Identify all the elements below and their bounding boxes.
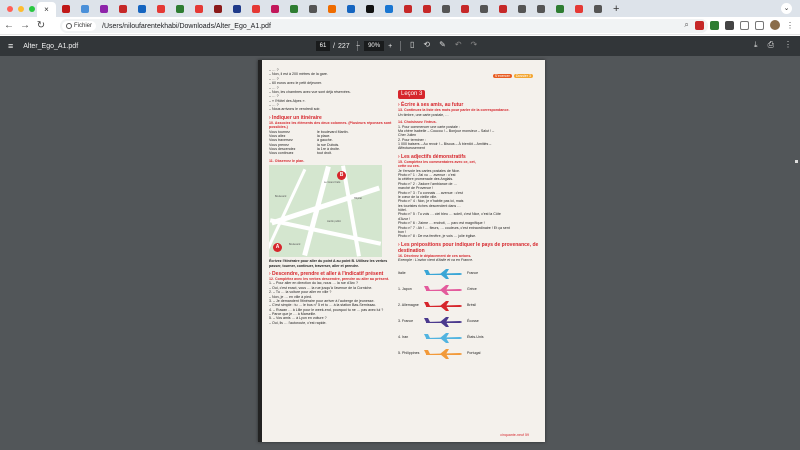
close-window-button[interactable] [7, 6, 13, 12]
exercise-13-line: Un timbre, une carte postale, … [398, 112, 449, 117]
tab-list [56, 2, 607, 15]
browser-tab[interactable] [493, 2, 512, 15]
exercise-15-title: 15. Complétez les commentaires avec ce, cet, cette ou ces. [398, 159, 476, 169]
exercise-line: Photo n° 5 : Tu vois … ciel bleu … soleil, c'est Nice, c'est la Côte [398, 212, 501, 217]
zoom-in-button[interactable]: + [388, 42, 393, 50]
new-tab-button[interactable]: + [613, 2, 620, 15]
extension-icon[interactable] [710, 21, 719, 30]
more-options-icon[interactable]: ⋮ [784, 40, 792, 49]
pdf-filename: Alter_Ego_A1.pdf [23, 42, 79, 50]
association-cell: Vous allez [269, 133, 286, 138]
url-text[interactable]: /Users/niloufarentekhabi/Downloads/Alter_Ego_A1.pdf [102, 22, 271, 30]
dialogue-line: – « l'Hôtel des Alpes ». [269, 98, 306, 103]
dialogue-line: – … ? [269, 76, 279, 81]
tab-favicon-icon [480, 5, 488, 13]
map-label: Boulevard [289, 243, 301, 247]
tab-favicon-icon [290, 5, 298, 13]
side-panel-icon[interactable] [755, 21, 764, 30]
pdf-actions [754, 40, 792, 50]
airplane-icon [424, 317, 464, 327]
dialogue-lines [269, 68, 393, 112]
exercise-line: Photo n° 4 : Non, je n'habite pas ici, mais [398, 199, 464, 204]
download-icon[interactable] [740, 21, 749, 30]
association-cell: Vous prenez [269, 142, 289, 147]
tab-favicon-icon [594, 5, 602, 13]
exercise-line: Photo n° 6 : J'aime … endroit, … parc est magnifique ! [398, 221, 485, 226]
exercise-line: – C'est simple : tu … le bus n° 5 et tu … à la station Bas-Sernissac. [269, 303, 377, 308]
browser-tab[interactable] [189, 2, 208, 15]
association-table [269, 130, 393, 156]
browser-tab[interactable] [75, 2, 94, 15]
tab-favicon-icon [81, 5, 89, 13]
heading-descendre: › Descendre, prendre et aller à l'indicatif présent [269, 270, 384, 277]
association-cell: Vous tournez [269, 129, 290, 134]
exercise-12-title: 12. Complétez avec les verbes descendre, prendre ou aller au présent. [269, 277, 390, 282]
plane-destination: Brésil [467, 303, 476, 308]
exercise-line: 3. – Je demandent l'itinéraire pour arriver à l'auberge de jeunesse. [269, 298, 375, 303]
browser-tab[interactable] [170, 2, 189, 15]
plane-row [398, 314, 540, 330]
zoom-out-button[interactable]: − [356, 42, 361, 50]
browser-tab[interactable] [132, 2, 151, 15]
tab-favicon-icon [442, 5, 450, 13]
browser-tab[interactable] [512, 2, 531, 15]
window-controls [7, 6, 37, 12]
dialogue-line: – Non, il est à 200 mètres de la gare. [269, 72, 328, 77]
browser-tab[interactable] [322, 2, 341, 15]
exercise-line: Je t'envoie les cartes postales de Nice. [398, 168, 461, 173]
tab-favicon-icon [100, 5, 108, 13]
tab-favicon-icon [347, 5, 355, 13]
total-pages: 227 [337, 42, 350, 50]
pdf-page [258, 60, 545, 442]
association-cell: Vous descendez [269, 147, 296, 152]
tab-favicon-icon [271, 5, 279, 13]
plane-origin: 4. Iran [398, 335, 409, 340]
page-selector [316, 41, 362, 51]
exercise-line: hôtel. [398, 208, 407, 212]
rotate-icon[interactable]: ⟲ [423, 40, 431, 49]
tab-favicon-icon [556, 5, 564, 13]
browser-toolbar [0, 17, 800, 35]
close-tab-icon[interactable]: × [44, 5, 49, 14]
browser-tab[interactable] [56, 2, 75, 15]
exercise-line: Photo n° 7 : Ah ! … fleurs, … couleurs, c'est extraordinaire ! Et ça sent [398, 225, 510, 230]
dialogue-line: – … ? [269, 85, 279, 90]
pdf-viewer [0, 36, 800, 450]
plane-origin: 2. Allemagne [398, 303, 419, 308]
plane-row [398, 330, 540, 346]
map-road [341, 166, 361, 257]
map-marker-b: B [337, 171, 346, 180]
plane-row [398, 346, 540, 362]
browser-tab[interactable] [417, 2, 436, 15]
map-marker-a: A [273, 243, 282, 252]
plane-origin: 5. Philippines [398, 351, 420, 356]
print-icon[interactable]: ⎙ [767, 40, 774, 49]
browser-tab[interactable] [265, 2, 284, 15]
browser-tab[interactable] [436, 2, 455, 15]
exercise-11-title: 11. Observez le plan. [269, 158, 305, 163]
tab-search-button[interactable]: ⌄ [781, 3, 792, 14]
exercise-line: – Oui, ils … l'autoroute, c'est rapide. [269, 320, 327, 325]
browser-tab[interactable] [303, 2, 322, 15]
tab-favicon-icon [328, 5, 336, 13]
tab-favicon-icon [385, 5, 393, 13]
exercise-line: Photo n° 3 : Tu connais … avenue : c'est [398, 190, 463, 195]
tab-favicon-icon [518, 5, 526, 13]
exercise-line: 1. Pour commencer une carte postale : [398, 124, 460, 129]
exercise-line: – Parce que je … à Marseille. [269, 312, 317, 317]
tab-favicon-icon [119, 5, 127, 13]
street-map [269, 165, 382, 257]
fit-page-icon[interactable]: ▯ [410, 40, 415, 49]
tab-favicon-icon [214, 5, 222, 13]
tab-favicon-icon [423, 5, 431, 13]
browser-tab[interactable] [246, 2, 265, 15]
page-number-footer: cinquante-neuf 59 [500, 432, 529, 437]
heading-adjectifs: › Les adjectifs démonstratifs [398, 153, 466, 160]
tab-favicon-icon [195, 5, 203, 13]
profile-avatar[interactable] [770, 20, 780, 30]
toolbar-right [695, 20, 794, 30]
tab-favicon-icon [176, 5, 184, 13]
exercise-14-lines [398, 125, 540, 151]
association-cell: Vous traversez [269, 138, 293, 143]
browser-tab[interactable] [398, 2, 417, 15]
info-icon [66, 23, 72, 29]
exercise-line: d'Azur ! [398, 216, 411, 221]
pdf-tools [410, 40, 477, 49]
association-cell: la place. [317, 133, 331, 138]
airplane-icon [424, 333, 464, 343]
tab-favicon-icon [404, 5, 412, 13]
divider [400, 41, 401, 51]
tab-favicon-icon [461, 5, 469, 13]
tab-favicon-icon [499, 5, 507, 13]
exercise-16-example: Exemple : L'avion vient d'Italie et va en France. [398, 258, 474, 263]
exercise-14-title: 14. Choisissez l'intrus. [398, 120, 437, 125]
dialogue-line: – … ? [269, 103, 279, 107]
lesson-badge: Leçon 3 [398, 90, 425, 99]
exercise-line: Cher Julien [398, 133, 417, 138]
association-cell: la rue Dubois. [317, 142, 340, 147]
browser-tab[interactable] [379, 2, 398, 15]
browser-tab[interactable] [455, 2, 474, 15]
browser-tab[interactable] [531, 2, 550, 15]
browser-tab[interactable] [208, 2, 227, 15]
plane-origin: 3. France [398, 319, 414, 324]
page-number-input[interactable]: 61 [316, 41, 330, 51]
map-label: Le Grand Café [324, 181, 341, 185]
extensions-puzzle-icon[interactable] [725, 21, 734, 30]
heading-prepositions: › Les prépositions pour indiquer le pays de provenance, de destination [398, 241, 539, 254]
zoom-controls [356, 41, 405, 51]
plane-row [398, 298, 540, 314]
plane-origin: Italie [398, 271, 406, 276]
undo-icon[interactable]: ↶ [454, 40, 462, 49]
extension-icon[interactable] [695, 21, 704, 30]
section-badge: S'exercer [494, 74, 510, 78]
redo-icon[interactable]: ↷ [470, 40, 478, 49]
exercise-line: Photo n° 8 : De ma fenêtre, je vois … jolie église. [398, 234, 477, 239]
address-bar[interactable] [60, 19, 708, 33]
map-label: Jardin public [327, 220, 342, 224]
browser-tab[interactable] [113, 2, 132, 15]
exercise-line: les touristes riches descendent dans … [398, 203, 461, 208]
browser-tab[interactable] [569, 2, 588, 15]
tab-favicon-icon [62, 5, 70, 13]
association-cell: tout droit. [317, 151, 332, 156]
tab-strip [0, 0, 800, 17]
download-icon[interactable]: ⤓ [754, 40, 758, 49]
tab-favicon-icon [575, 5, 583, 13]
left-column [269, 68, 393, 325]
browser-tab[interactable] [151, 2, 170, 15]
dialogue-line: – … ? [269, 94, 279, 99]
back-icon[interactable]: ← [4, 20, 14, 31]
exercise-16-title: 16. Décrivez le déplacement de ces avions. [398, 253, 472, 258]
dossier-badge: Dossier 3 [515, 74, 531, 78]
dialogue-line: – Non, les chambres avec vue sont déjà réservées. [269, 89, 351, 94]
tab-favicon-icon [309, 5, 317, 13]
pdf-toolbar [0, 36, 800, 56]
exercise-line: – Non, je … en ville à pied. [269, 294, 312, 299]
scrollbar-thumb[interactable] [795, 160, 798, 163]
tab-active[interactable] [37, 2, 56, 17]
map-road [270, 219, 381, 246]
sidebar-menu-icon[interactable]: ≡ [8, 41, 14, 51]
browser-tab[interactable] [360, 2, 379, 15]
association-cell: à gauche. [317, 138, 333, 143]
reload-icon[interactable]: ↻ [36, 20, 46, 31]
tab-favicon-icon [252, 5, 260, 13]
tab-favicon-icon [138, 5, 146, 13]
map-label: Boulevard [275, 195, 287, 199]
plane-destination: États-Unis [467, 335, 484, 340]
site-info-label: Fichier [74, 23, 93, 29]
exercise-13-title: 13. Continuez la liste des mots pour parler de la correspondance. [398, 108, 510, 113]
association-cell: le boulevard Martin. [317, 129, 349, 134]
tab-favicon-icon [233, 5, 241, 13]
heading-itineraire: › Indiquer un itinéraire [269, 114, 322, 121]
minimize-window-button[interactable] [18, 6, 24, 12]
exercise-15-lines [398, 169, 540, 239]
airplane-icon [424, 269, 464, 279]
exercise-line: 1 000 baisers – Au revoir ! – Bisous – À bientôt – Amitiés – [398, 142, 492, 147]
annotate-icon[interactable]: ✎ [439, 40, 446, 49]
exercise-line: 5. – Vos amis … à Lyon en voiture ? [269, 316, 327, 321]
airplane-icon [424, 285, 464, 295]
exercise-line: Ma chère Isabelle – Coucou ! – Bonjour monsieur – Salut ! – [398, 128, 495, 133]
heading-ecrire: › Écrire à ses amis, au futur [398, 102, 464, 109]
plane-row [398, 266, 540, 282]
plane-destination: Écosse [467, 319, 479, 324]
browser-menu-icon[interactable]: ⋮ [786, 20, 794, 30]
association-cell: Vous continuez [269, 151, 294, 156]
exercise-line: marché de Provence ! [398, 186, 434, 191]
page-binding-edge [258, 60, 262, 442]
exercise-line: bon ! [398, 229, 406, 234]
plane-origin: 1. Japon [398, 287, 412, 292]
exercise-line: Photo n° 2 : J'adore l'ambiance de … [398, 181, 458, 186]
exercise-line: 1. – Pour aller en direction du lac, nous … la rue d'Arc ? [269, 281, 358, 286]
browser-tab[interactable] [588, 2, 607, 15]
tab-favicon-icon [537, 5, 545, 13]
right-column [398, 68, 540, 362]
dialogue-line: – 60 euros avec le petit déjeuner. [269, 81, 322, 86]
page-separator: / [333, 42, 335, 50]
association-cell: la 1re à droite. [317, 147, 340, 152]
browser-tab[interactable] [94, 2, 113, 15]
plane-row [398, 282, 540, 298]
exercise-line: le cœur de la vieille ville. [398, 194, 438, 199]
browser-tab[interactable] [474, 2, 493, 15]
browser-tab[interactable] [284, 2, 303, 15]
browser-tab[interactable] [550, 2, 569, 15]
tab-favicon-icon [366, 5, 374, 13]
exercise-line: 4. – Ruwan … à Lille pour le week-end, pourquoi tu ne … pas avec lui ? [269, 307, 384, 312]
plane-list [398, 266, 540, 362]
plane-destination: Grèce [467, 287, 477, 292]
tab-favicon-icon [157, 5, 165, 13]
plane-destination: France [467, 271, 479, 276]
airplane-icon [424, 301, 464, 311]
map-label: Hôpital [354, 197, 362, 201]
exercise-line: Affectueusement [398, 146, 425, 151]
airplane-icon [424, 349, 464, 359]
forward-icon[interactable]: → [20, 20, 30, 31]
browser-tab[interactable] [227, 2, 246, 15]
exercise-11-text: Écrivez l'itinéraire pour aller du point A au point B. Utilisez les verbes passer, tourner, continuer, traverser, aller et prendre. [269, 259, 388, 268]
dialogue-line: – Nous arrivons le vendredi soir. [269, 107, 321, 112]
zoom-window-button[interactable] [29, 6, 35, 12]
zoom-icon[interactable]: ⌕ [684, 20, 689, 29]
exercise-line: la célèbre promenade des Anglais. [398, 177, 454, 182]
site-info-chip[interactable] [62, 21, 96, 31]
zoom-level-input[interactable]: 90% [364, 41, 384, 51]
browser-tab[interactable] [341, 2, 360, 15]
dialogue-line: – … ? [269, 68, 279, 72]
exercise-line: Photo n° 1 : J'ai vu … avenue : c'est [398, 173, 456, 177]
exercise-line: 2. – Tu … la voiture pour aller en ville ? [269, 290, 332, 295]
exercise-line: – Oui, c'est exact, vous … la rue jusqu'à l'avenue de la Corniche. [269, 285, 373, 290]
exercise-10-title: 10. Associez les éléments des deux colonnes. (Plusieurs réponses sont possibles.) [269, 120, 392, 130]
exercise-line: 2. Pour terminer : [398, 137, 426, 142]
exercise-12-lines [269, 281, 393, 325]
plane-destination: Portugal [467, 351, 481, 356]
